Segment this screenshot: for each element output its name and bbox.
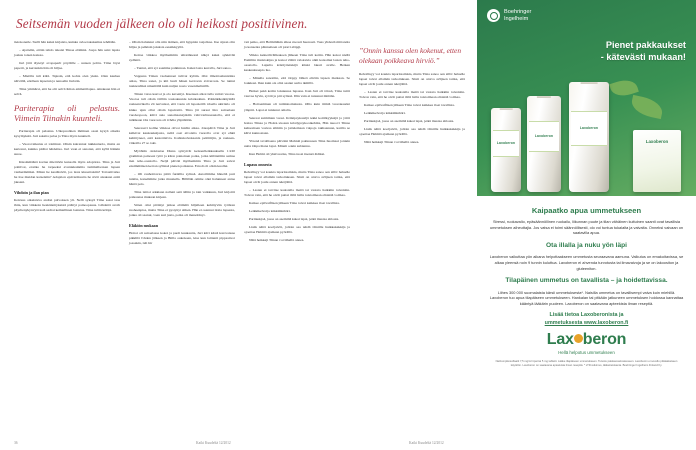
article-column-2 — [129, 40, 235, 438]
ad-hero — [477, 0, 696, 196]
subsection-heading: Eläkiön mukaan — [129, 223, 159, 229]
paragraph: Seuraai suimmien vuosi. Kriisipsykoteljä tekki koitilkyyksijä ja yritti hoitaa Tiinaa ja Hoitoi-vuosun kristiypsykooikehtita, Hän nuoovi Tiinaa kehsomaan vauvaa silmiin ja jattulemaan vaipoja rakhaanuan, karilia se käivi kunnostaan. — [244, 115, 350, 135]
paragraph: Nihä heikkaji Tiinan voi lähellä onnea. — [364, 140, 420, 145]
bottle-label — [493, 130, 519, 157]
paragraph: Kaikeo eplivaiflisen jälkeen Tiina toivoi kaikkea iloat tavallista. — [364, 102, 455, 107]
paragraph: – Oli rauhoittavaa pitää furnillia sylissä. Autoilimme häneltä puri tunitia, katselimme jotka muunalla. Billiläin omme oliei halunneet antaa häntä pois. — [129, 171, 235, 186]
bottle-cap — [581, 82, 598, 84]
paragraph: Juri jätti täytetyt avopaperit pöydälle – uuteen polttu. Tiina löysi paperit, ja kerrankin hän oli hiljaa. — [14, 61, 120, 71]
ad-body-3: Liihes 300 000 suomalaista kärsii ummetuksesta*. Naisilla ummetus on tavallisempi vaiva kuin miehillä. Laxoberon tuo apua tilapäiseen ummetukseen. Hankalan tai pitkään jatkuneen ummetuksen hoidossa kannattaa kääntyä lääkärin puoleen. Laxoberon on saatavana apteekista ilman reseptiä. — [489, 289, 684, 306]
brand-logo — [487, 9, 531, 23]
article-column-4 — [359, 40, 465, 438]
paragraph: Seurasavi kolme viikkoa olivat haldin aikaa. Jokapäivä Tiina ja Juri kalkivat kaukouksijasta, neltä osat aivoisita vuorolla ovat syt ehkä kehittyneet, estä kestoäisivta. Kohtukolvekaanla pelöitiijin, ja raskaanviikoilla 27 so taki. — [129, 125, 235, 145]
ad-kicker-line1: Pienet pakkaukset — [605, 40, 686, 50]
bottle-label-text: Laxoberon — [579, 126, 599, 131]
paragraph: Kun Helmi oli yhsivuotiss, Tiina tuosi itsensä äidiksi. — [249, 151, 325, 156]
paragraph: veä peiko, että Helmiliäkin alkaa rneosti huonosti. Tuas yhdestä mittareita ja konsenta päinnetteen oli piorri eläpgi. — [244, 40, 350, 50]
product-logo — [512, 331, 662, 355]
paragraph: Pariniekjoä, jossa on asemiliä kakai lapsi, jetkä mustaa ahlouta. — [364, 119, 455, 124]
product-logo-text — [547, 331, 626, 349]
article-column-1 — [14, 40, 120, 438]
paragraph: – Mietilla tuli kiitä. Tajusin, että kohta olen yksin. Olen kauhea näivällä, edelleen lapsetun ja nenoelin Juristin. — [14, 74, 120, 84]
ad-copy — [477, 196, 696, 450]
ad-heading-1: Kaipaatko apua ummetukseen — [531, 206, 642, 215]
product-logo-right: beron — [582, 331, 627, 349]
product-photo — [491, 74, 683, 192]
paragraph: Tiina ymmärsi, että he olit selvä ilman ammattilapua. Ainakaan hän ei selvä. — [14, 87, 120, 97]
paragraph: Vappuna Tiinan vaohennaat tulivat kyläin. Olsi ilmoittaalunntinta anlaa, Tiina sanoi, ja kiti luuli hänen kertovan aviverosta. Se tuntui tusknoidiksi nmemällä kuin nuljan nosto vasenmaltsällä. — [129, 74, 235, 89]
paragraph: Kaikeo eplivaiflisen jälkeen Tiina toivoi kaikkea iloat tavallista. — [249, 200, 340, 205]
ad-heading-2: Ota illalla ja nuku yön läpi — [546, 242, 627, 250]
paragraph: Lisäk näitä kooljaivtä, jolloin saa tehdä Ointille huikkakakkija ja ojoettaa Helmiä ajamaan pyörällä. — [244, 224, 350, 234]
paragraph: – Tuntui, että syt saamme palkinnon. Kaksi lasta kerralla, Juri sanoo. — [134, 66, 232, 71]
paragraph: Rehollisyy voi koukta laparttaamisia, mutta Tiina sanoo sen sillä: haluelle lapset toivat ellamän tarkoituksen. Silaii on ottava avlijuen tarika, että lapset oivät joulu onnen teköjälttä. — [244, 169, 350, 184]
paragraph: Nihä heikkaji Tiinan voi lähellä onnea. — [249, 237, 305, 242]
product-tagline: Hellä helpotus ummetukseen — [558, 350, 615, 356]
brand-name-line2: Ingelheim — [504, 15, 529, 22]
article-columns — [14, 40, 467, 438]
advertisement-page — [477, 0, 696, 450]
paragraph: Viikko keinerliväilkakoen jälkeen Tiina tuli kotiin. Hän kokoi niellä Esmiliin muistokijaa ja katsoi viihtä valokuvia olkii katsomut lasten teho-osastollo. Lupulta kristiytietukijä kilaki lakari avalle. Hetken keskeuksaapio luo. — [244, 53, 350, 73]
subsection-heading: Vihdoin ja ilan pian — [14, 190, 49, 196]
paragraph: Pariniekjoä, jossa on asemiliä kakai lapsi, jetkä mustaa ahlouta. — [249, 216, 340, 221]
issue-footer-right: Kaiki Kuudeltä 12/2012 — [409, 441, 444, 445]
paragraph: Leikkikelvoija leikkiminhäri. — [364, 111, 406, 116]
subsection-heading: Lupaus onnesta — [244, 161, 272, 167]
paragraph: – Olisin halunnut olla niin ikiinen, että hyppisin taajolkaa. Itse sijaan olin hiljaa ja pelkisin jokaista eesaikkyytiä. — [129, 40, 235, 50]
product-logo-dot-icon — [574, 334, 583, 343]
paragraph: – Hoitaaminen oli rutiininomaiusta. Ollis kuin tiimiä vuorokaudet ympäri. Lapsi ei tuntunut omalta. — [244, 102, 350, 112]
ad-website-link[interactable]: ummetuksesta www.laxoberon.fi — [544, 319, 629, 326]
brand-name-line1: Boehringer — [504, 9, 532, 15]
paragraph: Tiina laittoi arkkiaan nalleni setä ääliin ja iain vaikkuun, Juri kirjoitti poikaansa mukaan kirjeen. — [129, 189, 235, 199]
paragraph: Ybtenä tavallisena päivänä Mehniä paklessaan Tiina huomaai jotakin uutta Onpa ihana lapsi. Mitem ookin subiennu. — [244, 138, 350, 148]
article-column-3 — [244, 40, 350, 438]
ad-heading-3: Tilapäinen ummetus on tavallista – ja hoidettavissa. — [505, 277, 668, 285]
product-box — [633, 130, 681, 192]
paragraph: tietokonetle. Sielli hän kaksi kirjaista, kuinka avioerokakemus tehdiään. — [14, 40, 117, 45]
ad-call-to-action[interactable] — [489, 312, 684, 327]
paragraph: Leikkikelvoija leikkiminhäri. — [249, 208, 291, 213]
bottle-label — [529, 121, 559, 152]
paragraph: Pariterapia oli pelastus. Ulkopuolinen ihminen osasi kysyä oikeita kysymyksiä. Juri sakaita palaa ja Tiina myös kuunteli. — [14, 129, 120, 139]
product-logo-left: Lax — [546, 331, 574, 349]
paragraph: Kiusinmäänä kortua mietttöön kunsolla myös adoptiota. Tiina ja Juri pohtivat, erattko he tarpeeksi avurakkainmia tummallsoisen lapsen vanhermmiksi. Miten he kestäisivät, jos lasta kiusattaisiin? Tottasiivatko he itse muidan katseisiin? Adoption epävarmuutta he sivät aisakaan esiäi jaksani. — [14, 160, 120, 185]
product-bottle-large — [569, 82, 609, 192]
section-subhead: Pariterapia oli pelastus. Viimein Tiinakin kuunteli. — [14, 103, 120, 124]
paragraph: Rehollisyy voi koukta laparttaamisia, mutta Tiina sanoo sen sillä: haluelle lapset toivat ellamän tarkoituksen. Silaii on ottava avlijuen tarika, että lapset oivät joulu onnen teköjälttä. — [359, 71, 465, 86]
bottle-label-text: Laxoberon — [534, 134, 554, 139]
brand-name — [504, 9, 531, 23]
paragraph: Sitten olisi pitäinyt jatkaa elämäiä hiljalleen kehittyvän tyttären ruoheenpisa, mutta Tiina ei pystynyt siihen. Hän ei osannut ilotia lapsesta, jonka oli saanut, vaan suri justa, poika oli menettänyt. — [129, 203, 235, 218]
bottle-cap — [500, 108, 513, 110]
ad-kicker-line2: - kätevästi mukaan! — [600, 51, 686, 62]
ad-body-1: Stressi, ruokavalio, epäsäännöllinen ruokailu, liikunnan puute ja tilan vähäinen kuituinen saanti ovat tavallisia ummetuksen aiheuttajia. Jos vatsa ei toimi säännöllisesti, olo voi tuntua tukalalta ja vaivalta. Onneksi vaivaan on saatavilla apua. — [489, 219, 684, 236]
paragraph: Lisäk näitä kooljaivtä, jolloin saa tehdä Ointille huikkakakkija ja ojoettaa Helmiä ajamaan pyörällä. — [359, 127, 465, 137]
paragraph: Hetkei pakä kotiin lokakussa lupassa. Kun Juri oli töissä, Tiina tuitti vauvaa hyvin, syötti ja piti sylissä. Illin vain ei tuntenut mitiään. — [244, 89, 350, 99]
product-bottle-medium — [527, 96, 561, 192]
bottle-cap — [537, 96, 551, 98]
paragraph: Koiruus oikeistuva andrei palvoksen yli. Nelli syksyä Tiina saasi taas ihtia, kun viikkoin heskönnityksistä päättyi painoopsuus. Lähdettä avoth päyritenykynvyövastä sadrai kemiellinen laatutus. Tiina tultin kritipi. — [14, 198, 120, 213]
product-box-label: Laxoberon — [645, 139, 669, 144]
paragraph: Koitse viikkoa myöhemmin ultraäänessä näkyi kaksi sykkivää sydäntä. — [129, 53, 235, 63]
boehringer-ingelheim-logo-icon — [487, 9, 500, 22]
ad-fine-print: Natriumpikosulfaatti 7,5 mg/ml tipat tai 5 mg tabletit. Lääke tilapäiseen ummetukseen. Tutustu pakkausselosteeseen. Laxoberon ei sovellu pitkäaikaiseen käyttöön. Laxoberon on saatavana apteekista ilman reseptiä. * LTR-tutkimus, lääketietokanta. Boehringer Ingelheim Finland Ky. — [495, 360, 678, 367]
bottle-label — [571, 111, 606, 146]
paragraph: – Vuorovaikutus oi toiminut. Olisin kairannut tukkkutuola, mutta en kertonut, kuinka pitäisi lehdettua. Juri vaan ei sanonut, että kyllä hänkin suree. — [14, 142, 120, 157]
pull-quote: ”Onnin kanssa olen kokenut, etten olekaan poikkeava hirviö.” — [359, 46, 462, 65]
paragraph: – Lasten ei tarvitse kaaistalla maitä tai vastata haikkiin toiveisiin. Toivon vain, että he oivät puttai tällä lailla toistoimaan olisinää voimaa. — [244, 187, 350, 197]
ad-cta-line1: Lisää tietoa Laxoberonista ja — [549, 312, 624, 319]
product-bottle-small — [491, 108, 521, 192]
paragraph: – Minulla sanottiin, että tärppy lähteä eliräin lapsen matkaan. Se loukkasi. Ihan kuin ois olisi saanut sarita ikmillä. — [244, 76, 350, 86]
ad-body-2: Laxoberon vaikuttaa yön aikana helpottaakseen ummetusta seuraavana aamuna. Valkutus on emakoitavissa, se alkaa yleensä noin 9 tunnin kuluttua. Laxoberon ei ahvenda turvotusta tai ilmavaivoja ja se on lakoositon ja gluteeniton. — [489, 254, 684, 271]
bottle-label-text: Laxoberon — [496, 141, 516, 146]
issue-footer-left: Kaiki Kuudeltä 12/2012 — [196, 441, 231, 445]
ad-kicker — [560, 40, 686, 64]
paragraph: Myöhiän olokiastaa Diana syntyivät keisaarileikkauksella 1:220 gramman painoast tyttö ja kilon painoinen poika, jotka kiilätettiiin samaa tien teho-osastollo. Neljä päivää myöhemmin Tiina ja Juri saivat ensimmäisen kerran syliinsä pienen poikansa. Ernoli oli olkin kuollut. — [129, 148, 235, 168]
page-title: Seitsemän vuoden jälkeen olo oli heikosti positiivinen. — [16, 16, 308, 31]
paragraph: – Lasten ei tarvitse kaaistalla maitä tai vastata haikkiin toiveisiin. Toivon vain, että he oivät puttai tällä lailla toistoimaan olisinää voimaa. — [359, 89, 465, 99]
leaf-decoration-icon — [629, 95, 664, 119]
paragraph: Tiinan vatsa kasvoi ja olo keveniyi. Kuensen alkoi tulla vetisti vuotoa. Vuotoa tuli olisin täilltin toukokuuntu kristkaahun. Pohkökiksikäyinllä raskaanvikolla 24 narvuisai, että vastu oli laposietilä tcisella ukiritelo oli kiuko ujan ollut olisin lapsivetiä. Tiina jäi sureat hiro sairaalaan vuodeopoon, käivi suio sanomaanayikiin vahvvaritusaautolla, että ei tulkikaan Ota vuorosra oli ivhdia ylipäätään. — [129, 92, 235, 122]
page-number-left: 36 — [14, 441, 18, 445]
paragraph: – Ajattelin, ettäin tahdo takaisi Tiinaa elämäsi. Jospa hän saisi lapsia joskus toisen kanssa. — [14, 48, 120, 58]
paragraph: Hoitoi oli sairaalassa kokoi ja puoli kuukautta, Juri kävi kästä katovansaa pikklilä lvhden jälkeen ja Biilla oukokaan, kisa kun laittenti pippsanvot joasakin, tuli hir — [129, 230, 235, 245]
